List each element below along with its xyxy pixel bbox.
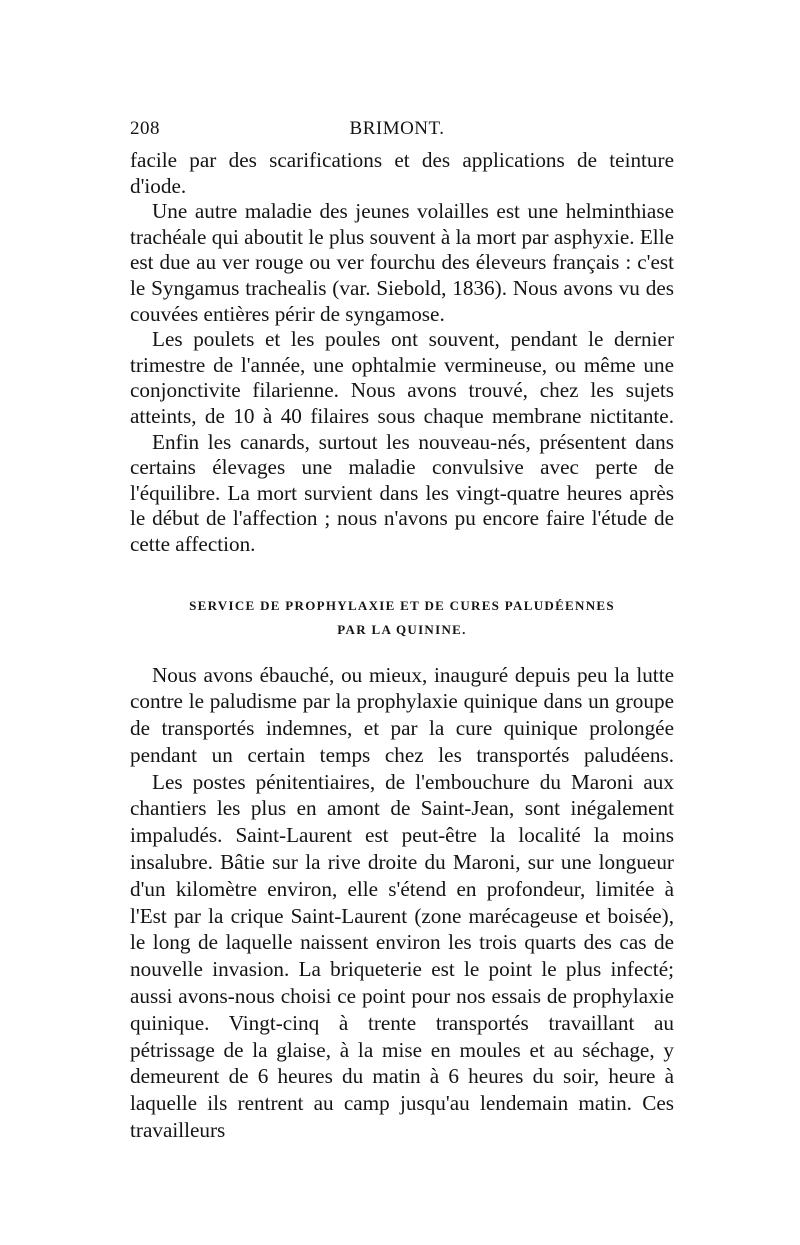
paragraph-3: Les poulets et les poules ont souvent, pendant le dernier trimestre de l'année, une ophtalmie vermineuse, ou même une conjonctivite filarienne. Nous avons trouvé, chez les sujets atteints, de 10 à 40 filaires sous chaque membrane nictitante.: [130, 327, 674, 428]
paragraph-5: Nous avons ébauché, ou mieux, inauguré depuis peu la lutte contre le paludisme par la prophylaxie quinique dans un groupe de transportés indemnes, et par la cure quinique prolongée pendant un certain temps chez les transportés paludéens.: [130, 662, 674, 767]
running-head: [130, 118, 674, 148]
section-heading: [130, 594, 674, 642]
section-1: [130, 148, 674, 558]
paragraph-6: Les postes pénitentiaires, de l'embouchure du Maroni aux chantiers les plus en amont de Saint-Jean, sont inégalement impaludés. Saint-Laurent est peut-être la localité la moins insalubre. Bâtie sur la rive droite du Maroni, sur une longueur d'un kilomètre environ, elle s'étend en profondeur, limitée à l'Est par la crique Saint-Laurent (zone marécageuse et boisée), le long de laquelle naissent environ les trois quarts des cas de nouvelle invasion. La briqueterie est le point le plus infecté; aussi avons-nous choisi ce point pour nos essais de prophylaxie quinique. Vingt-cinq à trente transportés travaillant au pétrissage de la glaise, à la mise en moules et au séchage, y demeurent de 6 heures du matin à 6 heures du soir, heure à laquelle ils rentrent au camp jusqu'au lendemain matin. Ces travailleurs: [130, 769, 674, 1143]
paragraph-2: Une autre maladie des jeunes volailles est une helminthiase trachéale qui aboutit le plus souvent à la mort par asphyxie. Elle est due au ver rouge ou ver fourchu des éleveurs français : c'est le Syngamus trachealis (var. Siebold, 1836). Nous avons vu des couvées entières périr de syngamose.: [130, 199, 674, 326]
page-number: 208: [130, 118, 160, 139]
paragraph-4: Enfin les canards, surtout les nouveau-nés, présentent dans certains élevages une maladie convulsive avec perte de l'équilibre. La mort survient dans les vingt-quatre heures après le début de l'affection ; nous n'avons pu encore faire l'étude de cette affection.: [130, 429, 674, 556]
section-2: [130, 662, 674, 1144]
section-heading-line-2: PAR LA QUININE.: [337, 621, 467, 637]
page: [130, 118, 674, 1144]
paragraph-1: facile par des scarifications et des applications de teinture d'iode.: [130, 148, 674, 198]
running-title: BRIMONT.: [349, 118, 445, 139]
section-heading-line-1: SERVICE DE PROPHYLAXIE ET DE CURES PALUDÉENNES: [189, 597, 615, 613]
